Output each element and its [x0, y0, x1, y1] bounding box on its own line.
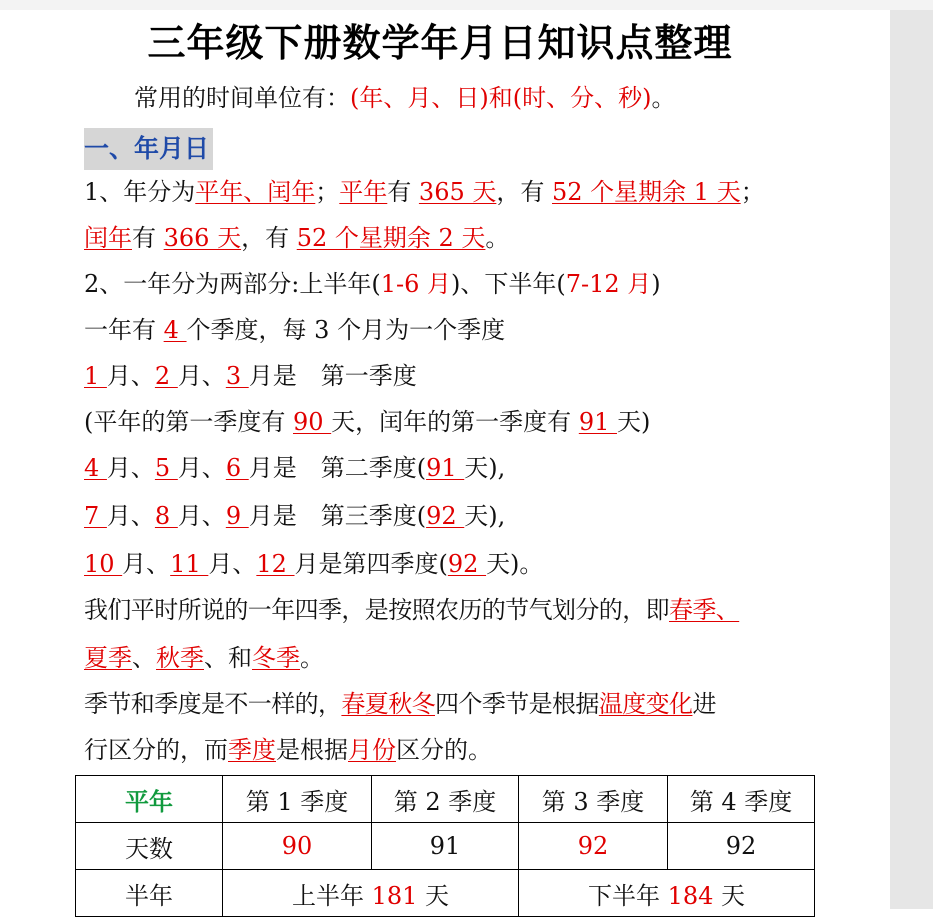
text: 我们平时所说的一年四季，是按照农历的节气划分的，即: [84, 596, 669, 624]
text: 季节和季度是不一样的，: [84, 690, 342, 718]
text: 2、一年分为两部分:上半年(: [84, 270, 381, 298]
answer-blank: 温度变化: [598, 690, 693, 718]
answer-blank: 5: [154, 454, 178, 482]
answer-blank: 季度: [228, 736, 276, 764]
answer-blank: 1: [84, 362, 107, 390]
text: 月、: [208, 550, 257, 578]
text: 有: [132, 224, 164, 252]
text: ，有: [241, 224, 297, 252]
text: )、下半年(: [451, 270, 566, 298]
quarter-1-line: [84, 360, 417, 392]
text: 、: [132, 644, 156, 672]
document-page: [0, 10, 890, 909]
text: 月、: [177, 454, 226, 482]
paragraph-half-years: [84, 268, 661, 300]
text: 。: [300, 644, 324, 672]
quarter-3-line: [84, 500, 505, 532]
intro-suffix: 。: [651, 84, 676, 112]
text: ；: [315, 178, 340, 206]
text: 月、: [106, 454, 155, 482]
table-header-cell: 第 3 季度: [519, 776, 668, 823]
text: 月、: [106, 502, 155, 530]
table-cell-second-half: [519, 870, 815, 917]
text: 有: [387, 178, 419, 206]
answer-blank: 春夏秋冬: [341, 690, 436, 718]
paragraph-quarters: [84, 314, 505, 346]
answer-blank: 365 天: [418, 178, 497, 206]
text: 是根据: [276, 736, 348, 764]
text: ；: [740, 178, 765, 206]
text: (平年的第一季度有: [84, 408, 293, 436]
section-heading-year-month-day: 一、年月日: [84, 128, 213, 170]
answer-blank: 11: [170, 550, 209, 578]
text: ): [651, 270, 661, 298]
value: 184: [667, 881, 714, 910]
table-cell: 92: [519, 823, 668, 870]
document-title: 三年级下册数学年月日知识点整理: [147, 21, 733, 65]
answer-blank: 冬季: [252, 644, 300, 672]
paragraph-year-types: [84, 176, 765, 208]
text: 天),: [464, 502, 506, 530]
answer-blank: 12: [256, 550, 295, 578]
text: 天: [713, 881, 746, 910]
text: 四个季节是根据: [435, 690, 599, 718]
highlight: 1-6 月: [380, 270, 451, 298]
table-header-row: [76, 776, 815, 823]
text: 月、: [122, 550, 171, 578]
text: 区分的。: [396, 736, 492, 764]
answer-blank: 春季、: [669, 596, 740, 624]
text: 天)。: [486, 550, 544, 578]
table-row: [76, 823, 815, 870]
answer-blank: 52 个星期余 1 天: [552, 178, 741, 206]
answer-blank: 2: [154, 362, 178, 390]
quarter-4-line: [84, 548, 543, 580]
text: 天),: [464, 454, 506, 482]
paragraph-leap-year: [84, 222, 509, 254]
text: 天，闰年的第一季度有: [331, 408, 579, 436]
table-row: [76, 870, 815, 917]
answer-blank: 91: [578, 408, 617, 436]
answer-blank: 秋季: [156, 644, 204, 672]
answer-blank: 52 个星期余 2 天: [296, 224, 486, 252]
answer-blank: 平年、闰年: [195, 178, 316, 206]
intro-units: (年、月、日)和(时、分、秒): [350, 84, 652, 112]
text: 1、年分为: [84, 178, 196, 206]
text: 行区分的，而: [84, 736, 228, 764]
answer-blank: 夏季: [84, 644, 132, 672]
answer-blank: 4: [84, 454, 107, 482]
answer-blank: 6: [225, 454, 249, 482]
paragraph-season-vs-quarter: [84, 688, 716, 720]
quarter-2-line: [84, 452, 505, 484]
table-cell: 90: [223, 823, 372, 870]
text: 下半年: [587, 881, 668, 910]
table-cell-first-half: [223, 870, 519, 917]
quarter-1-note: [84, 406, 650, 438]
text: 月是 第二季度(: [248, 454, 427, 482]
table-row-label: 天数: [76, 823, 223, 870]
text: 月、: [177, 362, 226, 390]
table-header-cell: 第 1 季度: [223, 776, 372, 823]
paragraph-seasons-cont: [84, 642, 324, 674]
answer-blank: 平年: [339, 178, 388, 206]
table-header-cell: 平年: [76, 776, 223, 823]
answer-blank: 7: [84, 502, 107, 530]
table-row-label: 半年: [76, 870, 223, 917]
answer-blank: 92: [426, 502, 465, 530]
answer-blank: 366 天: [163, 224, 242, 252]
text: 。: [485, 224, 510, 252]
text: 月、: [177, 502, 226, 530]
intro-line: [134, 82, 675, 114]
answer-blank: 闰年: [84, 224, 132, 252]
answer-blank: 4: [163, 316, 187, 344]
text: ，有: [496, 178, 552, 206]
quarter-days-table: [75, 775, 815, 917]
text: 上半年: [291, 881, 372, 910]
answer-blank: 92: [447, 550, 487, 578]
value: 181: [371, 881, 418, 910]
paragraph-seasons: [84, 594, 739, 626]
answer-blank: 月份: [348, 736, 396, 764]
text: 一年有: [84, 316, 164, 344]
text: 天: [417, 881, 450, 910]
text: 月是 第三季度(: [248, 502, 427, 530]
intro-prefix: 常用的时间单位有：: [134, 84, 350, 112]
answer-blank: 90: [293, 408, 332, 436]
answer-blank: 8: [154, 502, 178, 530]
answer-blank: 91: [426, 454, 465, 482]
text: 进: [692, 690, 716, 718]
table-cell: 92: [668, 823, 815, 870]
text: 、和: [204, 644, 252, 672]
text: 月是 第一季度: [248, 362, 417, 390]
text: 天): [616, 408, 651, 436]
paragraph-season-vs-quarter-cont: [84, 734, 492, 766]
answer-blank: 3: [225, 362, 249, 390]
highlight: 7-12 月: [565, 270, 652, 298]
text: 月、: [106, 362, 155, 390]
text: 个季度，每 3 个月为一个季度: [186, 316, 506, 344]
table-header-cell: 第 4 季度: [668, 776, 815, 823]
table-header-cell: 第 2 季度: [372, 776, 519, 823]
answer-blank: 10: [84, 550, 123, 578]
answer-blank: 9: [225, 502, 249, 530]
table-cell: 91: [372, 823, 519, 870]
text: 月是第四季度(: [294, 550, 448, 578]
vertical-scrollbar[interactable]: [890, 10, 933, 909]
